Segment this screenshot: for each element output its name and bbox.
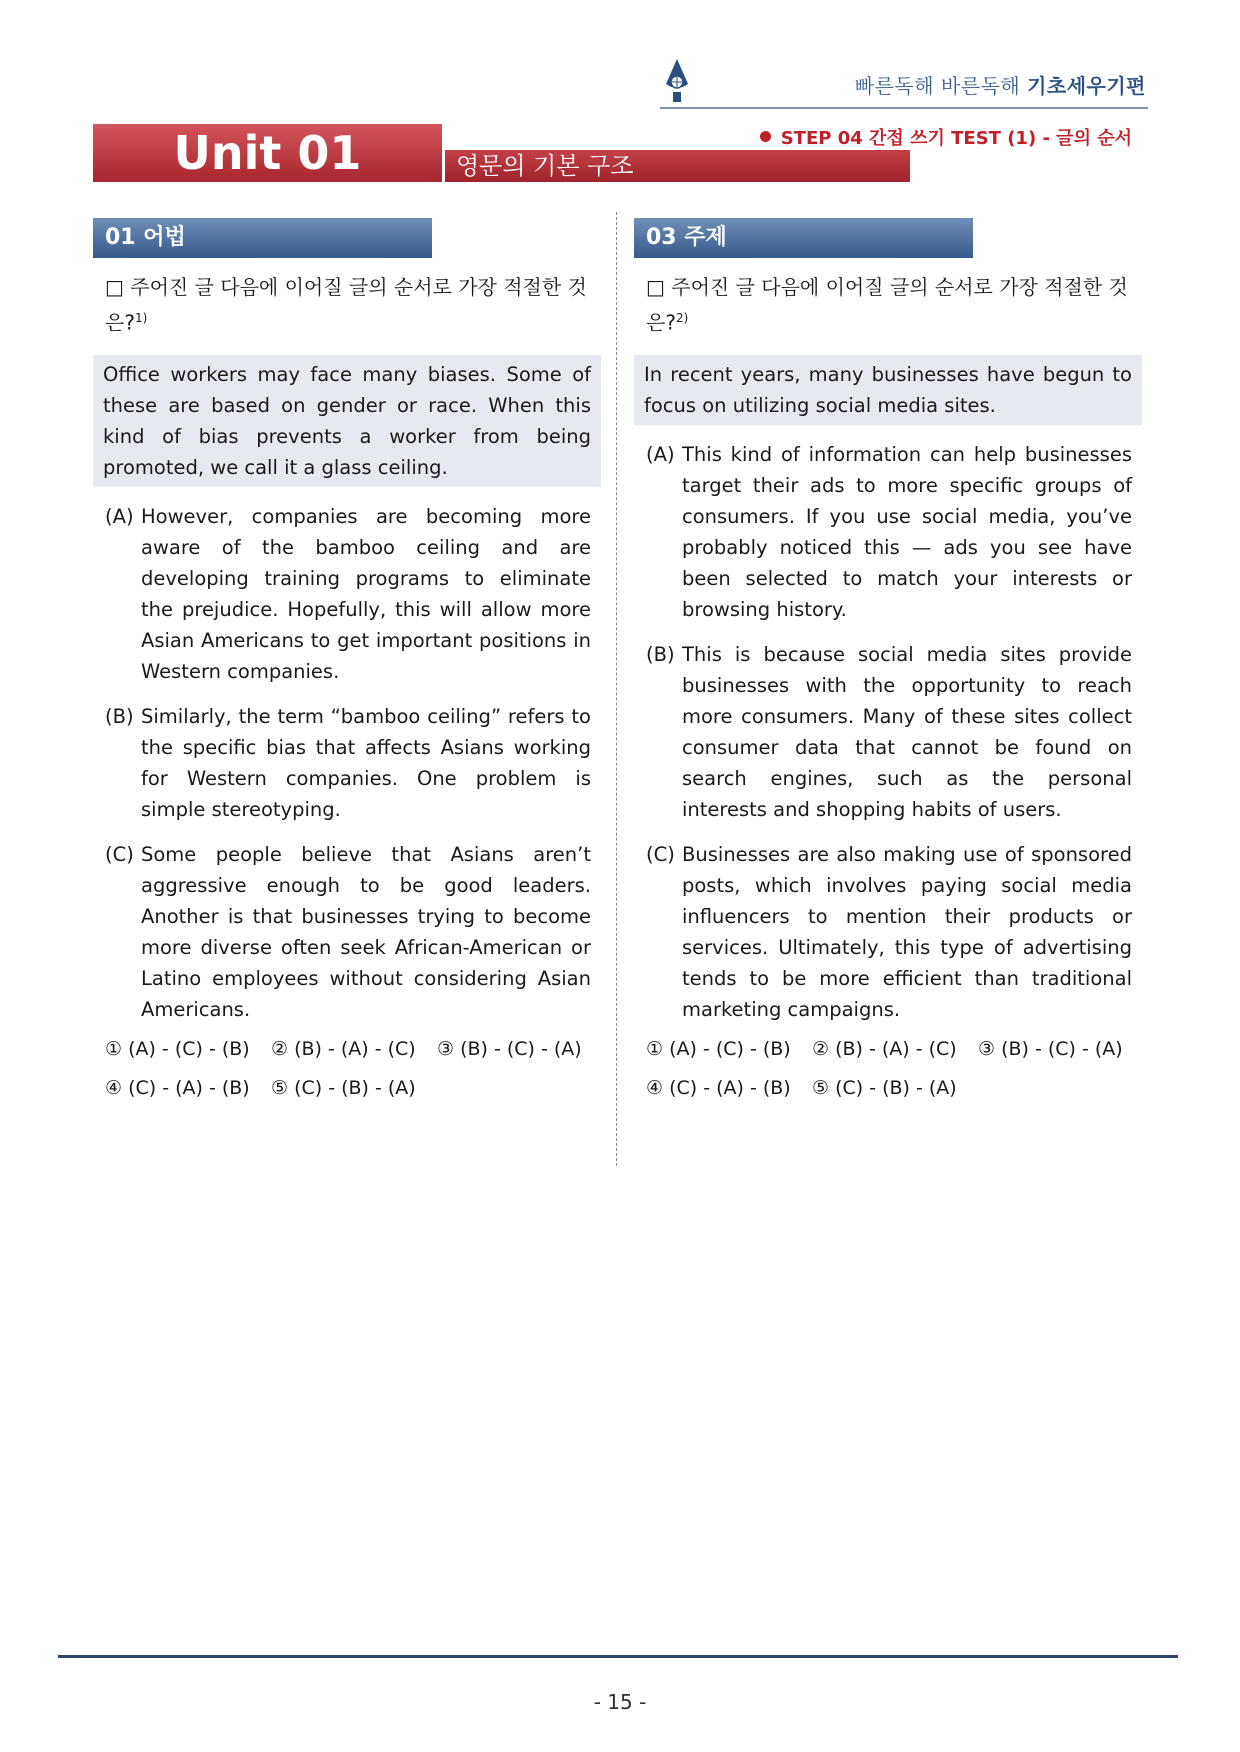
column-divider <box>616 212 617 1166</box>
given-passage: In recent years, many businesses have begun to focus on utilizing social media sites. <box>634 355 1142 425</box>
header-rule <box>660 107 1148 109</box>
choice-4[interactable]: ④ (C) - (A) - (B) <box>105 1076 250 1099</box>
series-title: 빠른독해 바른독해 기초세우기편 <box>854 74 1146 98</box>
choice-3[interactable]: ③ (B) - (C) - (A) <box>978 1037 1123 1060</box>
choice-5[interactable]: ⑤ (C) - (B) - (A) <box>271 1076 416 1099</box>
footnote-mark: 2) <box>675 311 689 325</box>
left-column <box>93 218 601 1115</box>
question-stem: □ 주어진 글 다음에 이어질 글의 순서로 가장 적절한 것은?$^{2)}$ <box>646 275 1128 335</box>
option-a: (A) This kind of information can help businesses target their ads to more specific groups of consumers. If you use social media, you’ve probably noticed this — ads you see have been selected to match your interests or browsing history. <box>646 442 1132 621</box>
footnote-mark: 1) <box>134 311 148 325</box>
section-heading: 03 주제 <box>634 218 973 258</box>
given-passage: Office workers may face many biases. Some of these are based on gender or race. When this kind of bias prevents a worker from being promoted, we call it a glass ceiling. <box>93 355 601 487</box>
choice-1[interactable]: ① (A) - (C) - (B) <box>105 1037 250 1060</box>
choice-1[interactable]: ① (A) - (C) - (B) <box>646 1037 791 1060</box>
right-column <box>634 218 1142 1115</box>
footer-rule <box>58 1655 1178 1658</box>
bullet-icon <box>760 131 771 142</box>
question-stem: □ 주어진 글 다음에 이어질 글의 순서로 가장 적절한 것은?$^{1)}$ <box>105 275 587 335</box>
option-c: (C) Businesses are also making use of sponsored posts, which involves paying social media influencers to mention their products or services. Ultimately, this type of advertising tends to be more efficient than traditional marketing campaigns. <box>646 842 1132 1021</box>
option-a: (A) However, companies are becoming more aware of the bamboo ceiling and are developing training programs to eliminate the prejudice. Hopefully, this will allow more Asian Americans to get important positions in Western companies. <box>105 504 591 683</box>
answer-choices <box>634 1037 1142 1100</box>
page-number: - 15 - <box>593 1690 647 1714</box>
choice-2[interactable]: ② (B) - (A) - (C) <box>812 1037 957 1060</box>
unit-title: Unit 01 <box>173 126 362 180</box>
choice-5[interactable]: ⑤ (C) - (B) - (A) <box>812 1076 957 1099</box>
choice-2[interactable]: ② (B) - (A) - (C) <box>271 1037 416 1060</box>
unit-subtitle: 영문의 기본 구조 <box>456 152 634 180</box>
fountain-pen-logo-icon <box>662 58 692 108</box>
section-heading: 01 어법 <box>93 218 432 258</box>
answer-choices <box>93 1037 601 1100</box>
option-c: (C) Some people believe that Asians aren’t aggressive enough to be good leaders. Another is that businesses trying to become more diverse often seek African-American or Latino employees without considering Asian Americans. <box>105 842 591 1021</box>
choice-4[interactable]: ④ (C) - (A) - (B) <box>646 1076 791 1099</box>
choice-3[interactable]: ③ (B) - (C) - (A) <box>437 1037 582 1060</box>
step-label: STEP 04 간접 쓰기 TEST (1) - 글의 순서 <box>720 124 1132 150</box>
option-b: (B) This is because social media sites provide businesses with the opportunity to reach more consumers. Many of these sites collect consumer data that cannot be found on search engines, such as the personal interests and shopping habits of users. <box>646 642 1132 821</box>
option-b: (B) Similarly, the term “bamboo ceiling” refers to the specific bias that affects Asians working for Western companies. One problem is simple stereotyping. <box>105 704 591 821</box>
